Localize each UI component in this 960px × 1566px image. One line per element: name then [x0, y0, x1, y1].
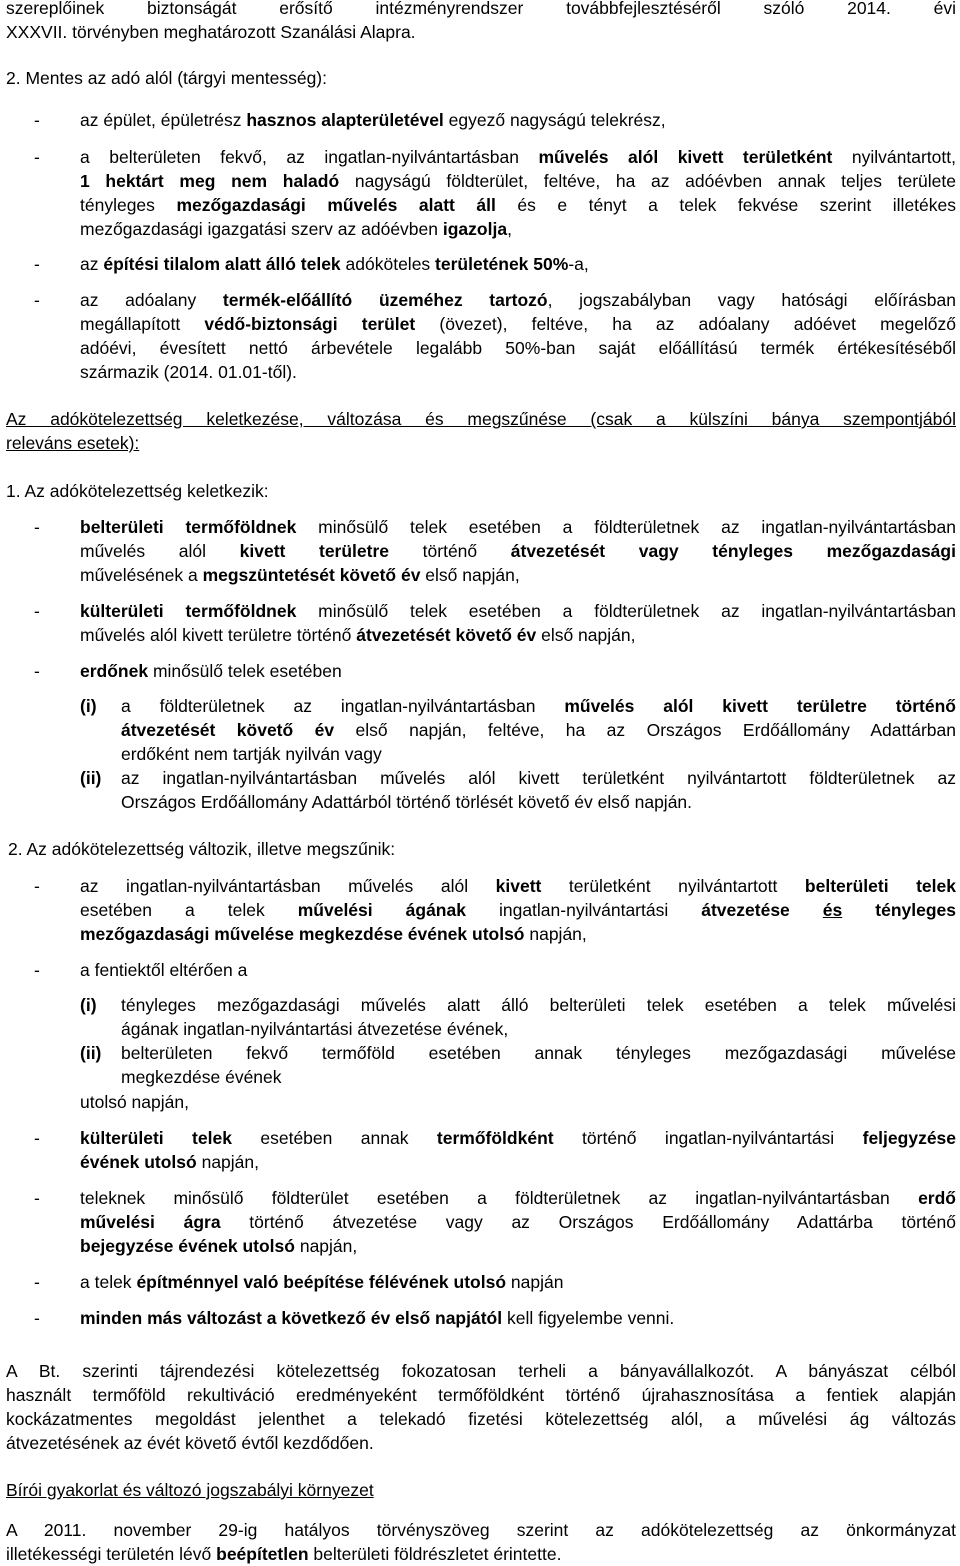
text-line: Bírói gyakorlat és változó jogszabályi környezet — [6, 1480, 374, 1500]
text-line: külterületi termőföldnek minősülő telek esetében a földterületnek az ingatlan-nyilvántartásban — [80, 601, 956, 621]
text-line: Országos Erdőállomány Adattárból történő törlését követő év első napján. — [121, 792, 693, 812]
text-line: származik (2014. 01.01-től). — [80, 362, 297, 382]
text-line: illetékességi területén lévő beépítetlen belterületi földrészletet érintette. — [6, 1544, 562, 1564]
list-dash: - — [34, 147, 40, 167]
text-line: mezőgazdasági művelése megkezdése évének utolsó napján, — [80, 924, 587, 944]
text-line: művelési ágra történő átvezetése vagy az Országos Erdőállomány Adattárba történő — [80, 1212, 957, 1232]
list-dash: - — [34, 290, 40, 310]
text-line: erdőnek minősülő telek esetében — [80, 661, 342, 681]
roman-numeral-marker: (i) — [80, 696, 97, 716]
roman-numeral-marker: (ii) — [80, 768, 102, 788]
roman-numeral-marker: (i) — [80, 995, 97, 1015]
text-line: teleknek minősülő földterület esetében a földterületnek az ingatlan-nyilvántartásban erdő — [80, 1188, 956, 1208]
text-line: az ingatlan-nyilvántartásban művelés alól kivett területként nyilvántartott földterületnek az — [121, 768, 956, 788]
text-line: szereplőinek biztonságát erősítő intézményrendszer továbbfejlesztéséről szóló 2014. évi — [6, 0, 956, 18]
text-line: a fentiektől eltérően a — [80, 960, 248, 980]
text-line: az ingatlan-nyilvántartásban művelés alól kivett területként nyilvántartott belterületi telek — [80, 876, 956, 896]
text-line: ágának ingatlan-nyilvántartási átvezetése évének, — [121, 1019, 509, 1039]
text-line: bejegyzése évének utolsó napján, — [80, 1236, 358, 1256]
text-line: Az adókötelezettség keletkezése, változása és megszűnése (csak a külszíni bánya szempontjából — [6, 409, 956, 429]
text-line: a telek építménnyel való beépítése félévének utolsó napján — [80, 1272, 564, 1292]
list-dash: - — [34, 1308, 40, 1328]
list-dash: - — [34, 661, 40, 681]
text-line: az épület, épületrész hasznos alapterületével egyező nagyságú telekrész, — [80, 110, 666, 130]
text-line: utolsó napján, — [80, 1092, 189, 1112]
list-dash: - — [34, 601, 40, 621]
text-line: művelés alól kivett területre történő átvezetését követő év első napján, — [80, 625, 636, 645]
text-line: 2. Az adókötelezettség változik, illetve megszűnik: — [8, 839, 396, 859]
text-line: művelésének a megszüntetését követő év első napján, — [80, 565, 520, 585]
text-line: átvezetését követő év első napján, feltéve, ha az Országos Erdőállomány Adattárban — [121, 720, 956, 740]
text-line: megkezdése évének — [121, 1067, 282, 1087]
text-line: használt termőföld rekultiváció eredményeként termőföldként történő újrahasznosítása a fentiek alapján — [6, 1385, 956, 1405]
text-line: tényleges mezőgazdasági művelés alatt áll és e tényt a telek fekvése szerint illetékes — [80, 195, 956, 215]
text-line: az építési tilalom alatt álló telek adóköteles területének 50%-a, — [80, 254, 589, 274]
text-line: erdőként nem tartják nyilván vagy — [121, 744, 382, 764]
text-line: megállapított védő-biztonsági terület (övezet), feltéve, ha az adóalany adóévet megelőző — [80, 314, 957, 334]
text-line: 2. Mentes az adó alól (tárgyi mentesség): — [6, 68, 327, 88]
list-dash: - — [34, 876, 40, 896]
text-line: XXXVII. törvényben meghatározott Szanálási Alapra. — [6, 22, 416, 42]
text-line: mezőgazdasági igazgatási szerv az adóévben igazolja, — [80, 219, 512, 239]
text-line: művelés alól kivett területre történő átvezetését vagy tényleges mezőgazdasági — [80, 541, 956, 561]
text-line: minden más változást a következő év első napjától kell figyelembe venni. — [80, 1308, 675, 1328]
text-line: 1. Az adókötelezettség keletkezik: — [6, 481, 269, 501]
text-line: kockázatmentes megoldást jelenthet a telekadó fizetési kötelezettség alól, a művelési ág változás — [6, 1409, 956, 1429]
text-line: az adóalany termék-előállító üzeméhez tartozó, jogszabályban vagy hatósági előírásban — [80, 290, 956, 310]
list-dash: - — [34, 1188, 40, 1208]
text-line: külterületi telek esetében annak termőföldként történő ingatlan-nyilvántartási feljegyzése — [80, 1128, 957, 1148]
list-dash: - — [34, 960, 40, 980]
text-line: esetében a telek művelési ágának ingatlan-nyilvántartási átvezetése és tényleges — [80, 900, 957, 920]
text-line: releváns esetek): — [6, 433, 140, 453]
text-line: évének utolsó napján, — [80, 1152, 259, 1172]
list-dash: - — [34, 517, 40, 537]
text-line: a földterületnek az ingatlan-nyilvántartásban művelés alól kivett területre történő — [121, 696, 956, 716]
text-line: 1 hektárt meg nem haladó nagyságú földterület, feltéve, ha az adóévben annak teljes területe — [80, 171, 956, 191]
text-line: tényleges mezőgazdasági művelés alatt álló belterületi telek esetében a telek művelési — [121, 995, 956, 1015]
list-dash: - — [34, 1272, 40, 1292]
text-line: átvezetésének az évét követő évtől kezdődően. — [6, 1433, 374, 1453]
text-line: A Bt. szerinti tájrendezési kötelezettség fokozatosan terheli a bányavállalkozót. A bányászat célból — [6, 1361, 956, 1381]
text-line: A 2011. november 29-ig hatályos törvényszöveg szerint az adókötelezettség az önkormányzat — [6, 1520, 956, 1540]
text-line: belterületen fekvő termőföld esetében annak tényleges mezőgazdasági művelése — [121, 1043, 956, 1063]
text-line: adóévi, évesített nettó árbevétele legalább 50%-ban saját előállítású termék értékesítéséből — [80, 338, 956, 358]
list-dash: - — [34, 110, 40, 130]
text-line: a belterületen fekvő, az ingatlan-nyilvántartásban művelés alól kivett területként nyilvántartott, — [80, 147, 956, 167]
text-line: belterületi termőföldnek minősülő telek esetében a földterületnek az ingatlan-nyilvántartásban — [80, 517, 956, 537]
list-dash: - — [34, 1128, 40, 1148]
roman-numeral-marker: (ii) — [80, 1043, 102, 1063]
list-dash: - — [34, 254, 40, 274]
